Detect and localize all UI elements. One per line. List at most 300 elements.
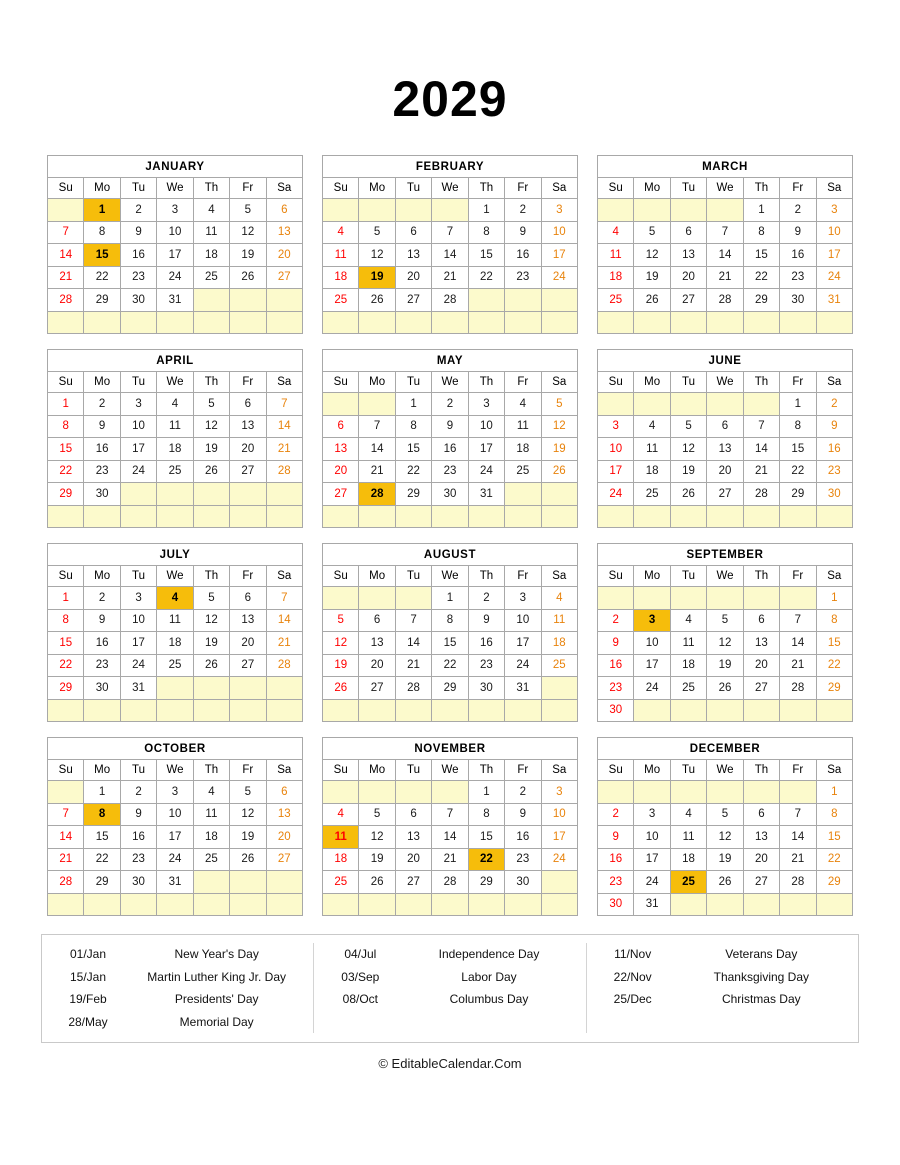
day-cell[interactable]: 13: [395, 244, 431, 267]
day-cell[interactable]: 12: [323, 632, 359, 655]
day-cell[interactable]: 10: [468, 415, 504, 438]
day-cell[interactable]: 26: [193, 654, 229, 677]
day-cell[interactable]: 29: [816, 677, 852, 700]
day-cell[interactable]: 10: [120, 415, 156, 438]
day-cell[interactable]: 20: [395, 266, 431, 289]
day-cell[interactable]: 4: [193, 199, 229, 222]
day-cell[interactable]: 2: [468, 587, 504, 610]
day-cell[interactable]: 26: [670, 483, 706, 506]
day-cell[interactable]: 29: [816, 871, 852, 894]
day-cell[interactable]: 21: [707, 266, 743, 289]
day-cell[interactable]: 1: [395, 393, 431, 416]
day-cell[interactable]: 18: [541, 632, 577, 655]
day-cell[interactable]: 7: [432, 221, 468, 244]
day-cell[interactable]: 4: [157, 393, 193, 416]
day-cell[interactable]: 27: [395, 289, 431, 312]
day-cell[interactable]: 29: [743, 289, 779, 312]
day-cell[interactable]: 23: [432, 460, 468, 483]
day-cell[interactable]: 22: [468, 266, 504, 289]
day-cell[interactable]: 25: [157, 460, 193, 483]
day-cell[interactable]: 22: [468, 848, 504, 871]
day-cell[interactable]: 13: [266, 221, 302, 244]
day-cell[interactable]: 21: [780, 654, 816, 677]
day-cell[interactable]: 9: [780, 221, 816, 244]
day-cell[interactable]: 23: [598, 871, 634, 894]
day-cell[interactable]: 31: [157, 871, 193, 894]
day-cell[interactable]: 5: [707, 803, 743, 826]
day-cell[interactable]: 30: [598, 699, 634, 722]
day-cell[interactable]: 18: [193, 244, 229, 267]
day-cell[interactable]: 15: [816, 632, 852, 655]
day-cell[interactable]: 4: [157, 587, 193, 610]
day-cell[interactable]: 22: [84, 848, 120, 871]
day-cell[interactable]: 15: [395, 438, 431, 461]
day-cell[interactable]: 4: [323, 803, 359, 826]
day-cell[interactable]: 1: [816, 781, 852, 804]
day-cell[interactable]: 2: [598, 803, 634, 826]
day-cell[interactable]: 18: [505, 438, 541, 461]
day-cell[interactable]: 3: [816, 199, 852, 222]
day-cell[interactable]: 21: [48, 266, 84, 289]
day-cell[interactable]: 23: [598, 677, 634, 700]
day-cell[interactable]: 25: [670, 677, 706, 700]
day-cell[interactable]: 12: [193, 609, 229, 632]
day-cell[interactable]: 16: [120, 826, 156, 849]
day-cell[interactable]: 23: [84, 460, 120, 483]
day-cell[interactable]: 18: [634, 460, 670, 483]
day-cell[interactable]: 6: [266, 781, 302, 804]
day-cell[interactable]: 11: [323, 826, 359, 849]
day-cell[interactable]: 21: [266, 632, 302, 655]
day-cell[interactable]: 17: [541, 244, 577, 267]
day-cell[interactable]: 5: [541, 393, 577, 416]
day-cell[interactable]: 5: [707, 609, 743, 632]
day-cell[interactable]: 19: [707, 848, 743, 871]
day-cell[interactable]: 6: [707, 415, 743, 438]
day-cell[interactable]: 31: [120, 677, 156, 700]
day-cell[interactable]: 14: [359, 438, 395, 461]
day-cell[interactable]: 9: [84, 609, 120, 632]
day-cell[interactable]: 24: [541, 848, 577, 871]
day-cell[interactable]: 8: [395, 415, 431, 438]
day-cell[interactable]: 24: [120, 460, 156, 483]
day-cell[interactable]: 25: [323, 871, 359, 894]
day-cell[interactable]: 30: [84, 677, 120, 700]
day-cell[interactable]: 15: [780, 438, 816, 461]
day-cell[interactable]: 23: [816, 460, 852, 483]
day-cell[interactable]: 17: [120, 632, 156, 655]
day-cell[interactable]: 21: [432, 266, 468, 289]
day-cell[interactable]: 17: [505, 632, 541, 655]
day-cell[interactable]: 3: [634, 803, 670, 826]
day-cell[interactable]: 10: [634, 826, 670, 849]
day-cell[interactable]: 18: [323, 266, 359, 289]
day-cell[interactable]: 5: [670, 415, 706, 438]
day-cell[interactable]: 28: [743, 483, 779, 506]
day-cell[interactable]: 16: [505, 826, 541, 849]
day-cell[interactable]: 12: [707, 826, 743, 849]
day-cell[interactable]: 13: [743, 632, 779, 655]
day-cell[interactable]: 18: [157, 632, 193, 655]
day-cell[interactable]: 6: [266, 199, 302, 222]
day-cell[interactable]: 6: [230, 587, 266, 610]
day-cell[interactable]: 10: [505, 609, 541, 632]
day-cell[interactable]: 29: [48, 677, 84, 700]
day-cell[interactable]: 20: [395, 848, 431, 871]
day-cell[interactable]: 27: [707, 483, 743, 506]
day-cell[interactable]: 18: [323, 848, 359, 871]
day-cell[interactable]: 25: [323, 289, 359, 312]
day-cell[interactable]: 19: [193, 632, 229, 655]
day-cell[interactable]: 24: [816, 266, 852, 289]
day-cell[interactable]: 25: [193, 848, 229, 871]
day-cell[interactable]: 14: [48, 244, 84, 267]
day-cell[interactable]: 29: [432, 677, 468, 700]
day-cell[interactable]: 11: [670, 632, 706, 655]
day-cell[interactable]: 26: [230, 266, 266, 289]
day-cell[interactable]: 1: [48, 587, 84, 610]
day-cell[interactable]: 29: [84, 871, 120, 894]
day-cell[interactable]: 27: [266, 848, 302, 871]
day-cell[interactable]: 11: [670, 826, 706, 849]
day-cell[interactable]: 31: [157, 289, 193, 312]
day-cell[interactable]: 6: [323, 415, 359, 438]
day-cell[interactable]: 4: [670, 803, 706, 826]
day-cell[interactable]: 16: [598, 654, 634, 677]
day-cell[interactable]: 6: [359, 609, 395, 632]
day-cell[interactable]: 11: [157, 415, 193, 438]
day-cell[interactable]: 30: [432, 483, 468, 506]
day-cell[interactable]: 4: [323, 221, 359, 244]
day-cell[interactable]: 8: [48, 415, 84, 438]
day-cell[interactable]: 23: [780, 266, 816, 289]
day-cell[interactable]: 17: [598, 460, 634, 483]
day-cell[interactable]: 22: [816, 848, 852, 871]
day-cell[interactable]: 8: [468, 803, 504, 826]
day-cell[interactable]: 10: [634, 632, 670, 655]
day-cell[interactable]: 14: [432, 244, 468, 267]
day-cell[interactable]: 2: [84, 393, 120, 416]
day-cell[interactable]: 4: [505, 393, 541, 416]
day-cell[interactable]: 28: [780, 871, 816, 894]
day-cell[interactable]: 8: [468, 221, 504, 244]
day-cell[interactable]: 28: [432, 289, 468, 312]
day-cell[interactable]: 4: [634, 415, 670, 438]
day-cell[interactable]: 3: [468, 393, 504, 416]
day-cell[interactable]: 25: [634, 483, 670, 506]
day-cell[interactable]: 7: [743, 415, 779, 438]
day-cell[interactable]: 3: [598, 415, 634, 438]
day-cell[interactable]: 24: [505, 654, 541, 677]
day-cell[interactable]: 27: [743, 677, 779, 700]
day-cell[interactable]: 16: [780, 244, 816, 267]
day-cell[interactable]: 1: [432, 587, 468, 610]
day-cell[interactable]: 15: [816, 826, 852, 849]
day-cell[interactable]: 5: [230, 781, 266, 804]
day-cell[interactable]: 1: [468, 781, 504, 804]
day-cell[interactable]: 7: [395, 609, 431, 632]
day-cell[interactable]: 24: [634, 871, 670, 894]
day-cell[interactable]: 5: [323, 609, 359, 632]
day-cell[interactable]: 2: [432, 393, 468, 416]
day-cell[interactable]: 14: [707, 244, 743, 267]
day-cell[interactable]: 27: [359, 677, 395, 700]
day-cell[interactable]: 19: [634, 266, 670, 289]
day-cell[interactable]: 20: [707, 460, 743, 483]
day-cell[interactable]: 20: [266, 826, 302, 849]
day-cell[interactable]: 29: [395, 483, 431, 506]
day-cell[interactable]: 25: [598, 289, 634, 312]
day-cell[interactable]: 14: [743, 438, 779, 461]
day-cell[interactable]: 17: [120, 438, 156, 461]
day-cell[interactable]: 5: [634, 221, 670, 244]
day-cell[interactable]: 2: [816, 393, 852, 416]
day-cell[interactable]: 16: [505, 244, 541, 267]
day-cell[interactable]: 5: [359, 803, 395, 826]
day-cell[interactable]: 4: [670, 609, 706, 632]
day-cell[interactable]: 24: [634, 677, 670, 700]
day-cell[interactable]: 23: [120, 848, 156, 871]
day-cell[interactable]: 22: [84, 266, 120, 289]
day-cell[interactable]: 25: [670, 871, 706, 894]
day-cell[interactable]: 1: [816, 587, 852, 610]
day-cell[interactable]: 1: [468, 199, 504, 222]
day-cell[interactable]: 13: [359, 632, 395, 655]
day-cell[interactable]: 5: [193, 587, 229, 610]
day-cell[interactable]: 26: [634, 289, 670, 312]
day-cell[interactable]: 11: [598, 244, 634, 267]
day-cell[interactable]: 22: [395, 460, 431, 483]
day-cell[interactable]: 3: [541, 781, 577, 804]
day-cell[interactable]: 13: [266, 803, 302, 826]
day-cell[interactable]: 27: [323, 483, 359, 506]
day-cell[interactable]: 15: [84, 826, 120, 849]
day-cell[interactable]: 25: [193, 266, 229, 289]
day-cell[interactable]: 24: [598, 483, 634, 506]
day-cell[interactable]: 7: [707, 221, 743, 244]
day-cell[interactable]: 13: [743, 826, 779, 849]
day-cell[interactable]: 1: [780, 393, 816, 416]
day-cell[interactable]: 20: [323, 460, 359, 483]
day-cell[interactable]: 25: [541, 654, 577, 677]
day-cell[interactable]: 10: [598, 438, 634, 461]
day-cell[interactable]: 5: [359, 221, 395, 244]
day-cell[interactable]: 8: [48, 609, 84, 632]
day-cell[interactable]: 9: [505, 803, 541, 826]
day-cell[interactable]: 12: [670, 438, 706, 461]
day-cell[interactable]: 30: [120, 871, 156, 894]
day-cell[interactable]: 3: [120, 393, 156, 416]
day-cell[interactable]: 6: [395, 221, 431, 244]
day-cell[interactable]: 17: [634, 848, 670, 871]
day-cell[interactable]: 8: [743, 221, 779, 244]
day-cell[interactable]: 12: [359, 826, 395, 849]
day-cell[interactable]: 2: [120, 199, 156, 222]
day-cell[interactable]: 16: [84, 632, 120, 655]
day-cell[interactable]: 16: [598, 848, 634, 871]
day-cell[interactable]: 12: [230, 803, 266, 826]
day-cell[interactable]: 11: [634, 438, 670, 461]
day-cell[interactable]: 30: [468, 677, 504, 700]
day-cell[interactable]: 20: [359, 654, 395, 677]
day-cell[interactable]: 12: [634, 244, 670, 267]
day-cell[interactable]: 27: [230, 460, 266, 483]
day-cell[interactable]: 3: [157, 199, 193, 222]
day-cell[interactable]: 29: [780, 483, 816, 506]
day-cell[interactable]: 10: [120, 609, 156, 632]
day-cell[interactable]: 21: [48, 848, 84, 871]
day-cell[interactable]: 10: [157, 803, 193, 826]
day-cell[interactable]: 29: [468, 871, 504, 894]
day-cell[interactable]: 30: [816, 483, 852, 506]
day-cell[interactable]: 19: [359, 266, 395, 289]
day-cell[interactable]: 24: [157, 848, 193, 871]
day-cell[interactable]: 16: [84, 438, 120, 461]
day-cell[interactable]: 27: [266, 266, 302, 289]
day-cell[interactable]: 11: [157, 609, 193, 632]
day-cell[interactable]: 24: [157, 266, 193, 289]
day-cell[interactable]: 15: [743, 244, 779, 267]
day-cell[interactable]: 8: [84, 803, 120, 826]
day-cell[interactable]: 7: [48, 803, 84, 826]
day-cell[interactable]: 18: [670, 848, 706, 871]
day-cell[interactable]: 6: [670, 221, 706, 244]
day-cell[interactable]: 1: [48, 393, 84, 416]
day-cell[interactable]: 12: [193, 415, 229, 438]
day-cell[interactable]: 15: [432, 632, 468, 655]
day-cell[interactable]: 11: [323, 244, 359, 267]
day-cell[interactable]: 9: [505, 221, 541, 244]
day-cell[interactable]: 1: [84, 781, 120, 804]
day-cell[interactable]: 17: [468, 438, 504, 461]
day-cell[interactable]: 21: [432, 848, 468, 871]
day-cell[interactable]: 26: [707, 677, 743, 700]
day-cell[interactable]: 11: [541, 609, 577, 632]
day-cell[interactable]: 18: [598, 266, 634, 289]
day-cell[interactable]: 16: [120, 244, 156, 267]
day-cell[interactable]: 14: [780, 826, 816, 849]
day-cell[interactable]: 9: [598, 632, 634, 655]
day-cell[interactable]: 15: [468, 826, 504, 849]
day-cell[interactable]: 15: [468, 244, 504, 267]
day-cell[interactable]: 6: [230, 393, 266, 416]
day-cell[interactable]: 19: [359, 848, 395, 871]
day-cell[interactable]: 3: [505, 587, 541, 610]
day-cell[interactable]: 25: [157, 654, 193, 677]
day-cell[interactable]: 27: [395, 871, 431, 894]
day-cell[interactable]: 27: [670, 289, 706, 312]
day-cell[interactable]: 26: [359, 289, 395, 312]
day-cell[interactable]: 6: [395, 803, 431, 826]
day-cell[interactable]: 8: [84, 221, 120, 244]
day-cell[interactable]: 29: [84, 289, 120, 312]
day-cell[interactable]: 12: [230, 221, 266, 244]
day-cell[interactable]: 13: [707, 438, 743, 461]
day-cell[interactable]: 23: [505, 848, 541, 871]
day-cell[interactable]: 28: [707, 289, 743, 312]
day-cell[interactable]: 23: [468, 654, 504, 677]
day-cell[interactable]: 20: [266, 244, 302, 267]
day-cell[interactable]: 19: [707, 654, 743, 677]
day-cell[interactable]: 4: [598, 221, 634, 244]
day-cell[interactable]: 11: [193, 221, 229, 244]
day-cell[interactable]: 10: [541, 803, 577, 826]
day-cell[interactable]: 26: [359, 871, 395, 894]
day-cell[interactable]: 20: [743, 654, 779, 677]
day-cell[interactable]: 21: [266, 438, 302, 461]
day-cell[interactable]: 27: [230, 654, 266, 677]
day-cell[interactable]: 14: [432, 826, 468, 849]
day-cell[interactable]: 23: [505, 266, 541, 289]
day-cell[interactable]: 10: [157, 221, 193, 244]
day-cell[interactable]: 2: [505, 199, 541, 222]
day-cell[interactable]: 28: [432, 871, 468, 894]
day-cell[interactable]: 2: [84, 587, 120, 610]
day-cell[interactable]: 26: [707, 871, 743, 894]
day-cell[interactable]: 8: [816, 803, 852, 826]
day-cell[interactable]: 8: [432, 609, 468, 632]
day-cell[interactable]: 22: [48, 460, 84, 483]
day-cell[interactable]: 17: [157, 244, 193, 267]
day-cell[interactable]: 29: [48, 483, 84, 506]
day-cell[interactable]: 8: [816, 609, 852, 632]
day-cell[interactable]: 27: [743, 871, 779, 894]
day-cell[interactable]: 2: [505, 781, 541, 804]
day-cell[interactable]: 22: [432, 654, 468, 677]
day-cell[interactable]: 14: [780, 632, 816, 655]
day-cell[interactable]: 9: [468, 609, 504, 632]
day-cell[interactable]: 7: [266, 587, 302, 610]
day-cell[interactable]: 3: [157, 781, 193, 804]
day-cell[interactable]: 9: [84, 415, 120, 438]
day-cell[interactable]: 7: [432, 803, 468, 826]
day-cell[interactable]: 22: [743, 266, 779, 289]
day-cell[interactable]: 2: [120, 781, 156, 804]
day-cell[interactable]: 1: [743, 199, 779, 222]
day-cell[interactable]: 8: [780, 415, 816, 438]
day-cell[interactable]: 20: [743, 848, 779, 871]
day-cell[interactable]: 13: [230, 609, 266, 632]
day-cell[interactable]: 9: [816, 415, 852, 438]
day-cell[interactable]: 26: [230, 848, 266, 871]
day-cell[interactable]: 19: [230, 244, 266, 267]
day-cell[interactable]: 22: [816, 654, 852, 677]
day-cell[interactable]: 4: [541, 587, 577, 610]
day-cell[interactable]: 28: [48, 289, 84, 312]
day-cell[interactable]: 3: [634, 609, 670, 632]
day-cell[interactable]: 20: [670, 266, 706, 289]
day-cell[interactable]: 19: [670, 460, 706, 483]
day-cell[interactable]: 7: [359, 415, 395, 438]
day-cell[interactable]: 15: [48, 632, 84, 655]
day-cell[interactable]: 30: [598, 893, 634, 916]
day-cell[interactable]: 9: [598, 826, 634, 849]
day-cell[interactable]: 1: [84, 199, 120, 222]
day-cell[interactable]: 19: [230, 826, 266, 849]
day-cell[interactable]: 9: [432, 415, 468, 438]
day-cell[interactable]: 21: [780, 848, 816, 871]
day-cell[interactable]: 4: [193, 781, 229, 804]
day-cell[interactable]: 12: [359, 244, 395, 267]
day-cell[interactable]: 6: [743, 609, 779, 632]
day-cell[interactable]: 12: [541, 415, 577, 438]
day-cell[interactable]: 15: [48, 438, 84, 461]
day-cell[interactable]: 14: [266, 415, 302, 438]
day-cell[interactable]: 13: [670, 244, 706, 267]
day-cell[interactable]: 25: [505, 460, 541, 483]
day-cell[interactable]: 17: [541, 826, 577, 849]
day-cell[interactable]: 16: [468, 632, 504, 655]
